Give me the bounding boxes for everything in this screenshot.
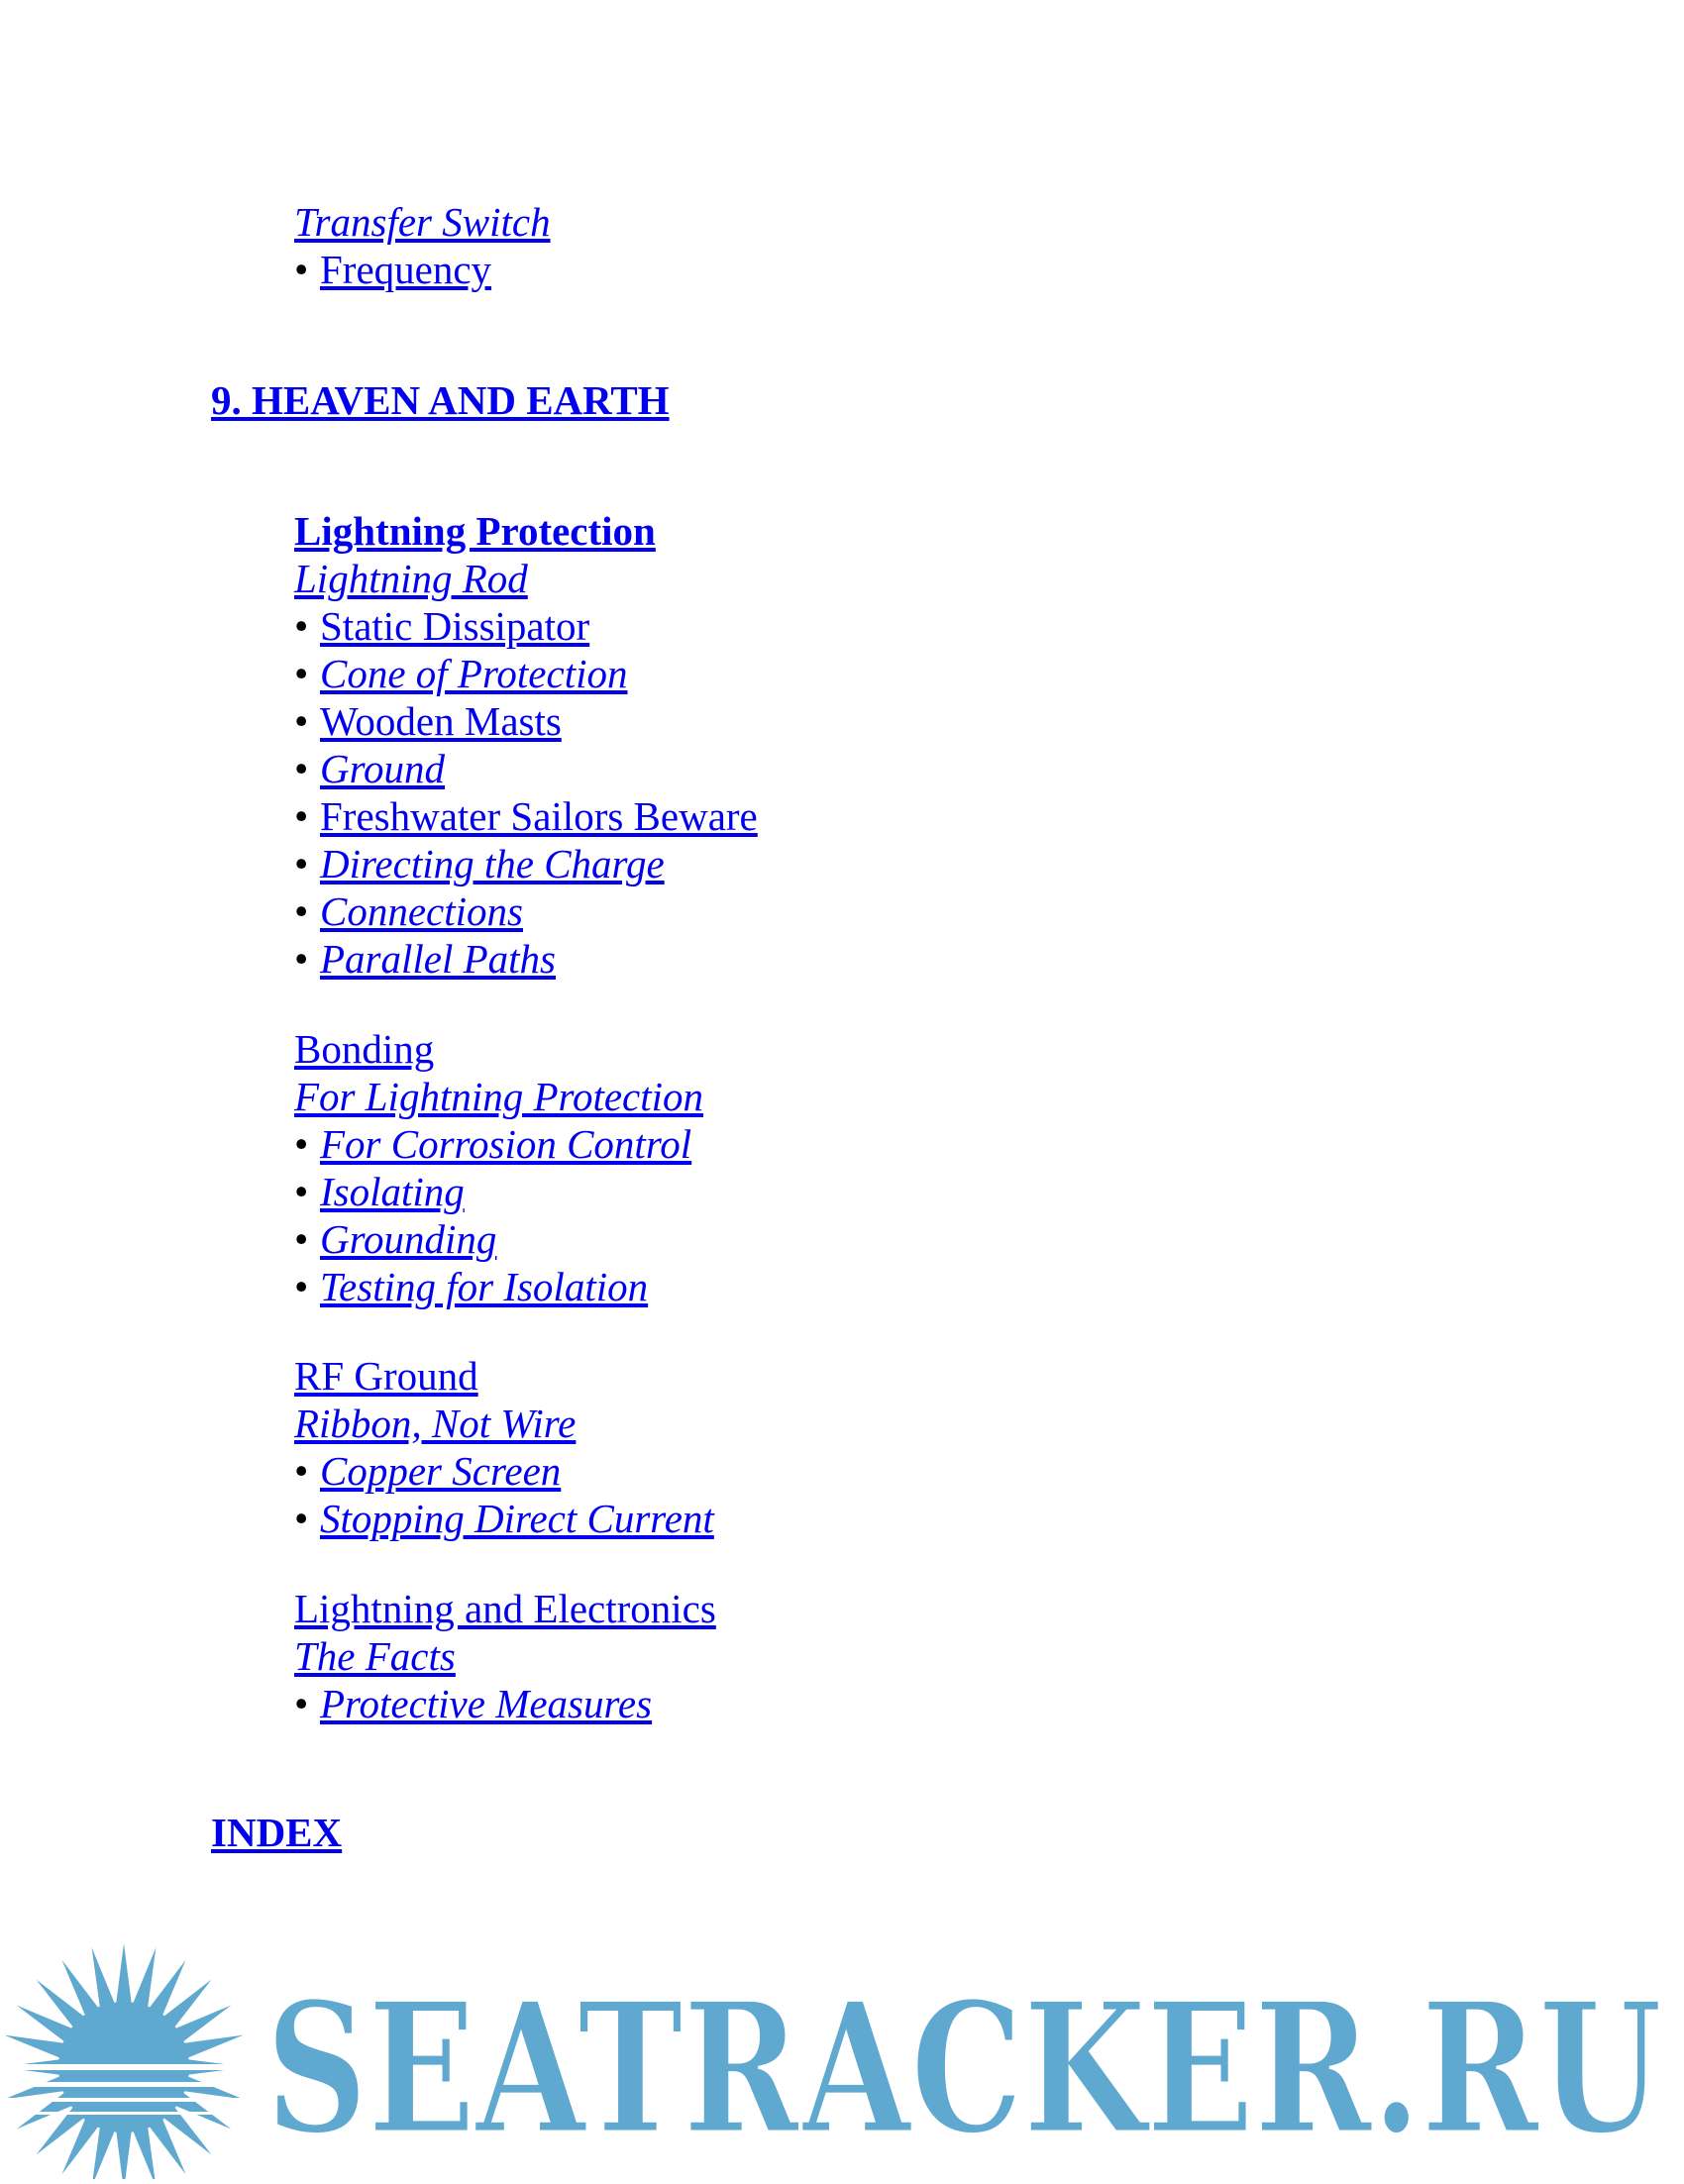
toc-link-frequency[interactable]: Frequency: [320, 247, 492, 292]
toc-entry: [294, 1073, 703, 1120]
toc-link-directing-charge[interactable]: Directing the Charge: [320, 841, 665, 886]
toc-entry: [294, 1632, 456, 1680]
toc-link-copper-screen[interactable]: Copper Screen: [320, 1448, 562, 1494]
toc-entry: [294, 745, 445, 792]
toc-link-connections[interactable]: Connections: [320, 888, 523, 934]
toc-entry: [294, 507, 656, 555]
toc-link-freshwater-sailors[interactable]: Freshwater Sailors Beware: [320, 793, 758, 839]
toc-entry: [294, 602, 589, 650]
toc-entry: [294, 1025, 434, 1073]
watermark-logo: [0, 1933, 1684, 2179]
bullet: •: [294, 793, 309, 839]
toc-link-static-dissipator[interactable]: Static Dissipator: [320, 603, 590, 649]
toc-entry: [294, 1215, 496, 1263]
toc-link-testing-isolation[interactable]: Testing for Isolation: [320, 1264, 649, 1309]
bullet: •: [294, 746, 309, 791]
toc-entry: [294, 1168, 465, 1215]
toc-link-grounding[interactable]: Grounding: [320, 1216, 497, 1262]
toc-chapter: [211, 1809, 342, 1856]
toc-link-lightning-protection[interactable]: Lightning Protection: [294, 508, 656, 554]
toc-entry: [294, 198, 551, 246]
toc-link-for-corrosion-control[interactable]: For Corrosion Control: [320, 1121, 692, 1167]
bullet: •: [294, 1121, 309, 1167]
toc-entry: [294, 840, 665, 887]
toc-link-stopping-dc[interactable]: Stopping Direct Current: [320, 1496, 714, 1541]
bullet: •: [294, 247, 309, 292]
toc-entry: [294, 1352, 478, 1400]
toc-chapter: [211, 376, 670, 424]
toc-entry: [294, 1263, 648, 1310]
toc-link-ribbon-not-wire[interactable]: Ribbon, Not Wire: [294, 1401, 577, 1446]
toc-link-protective-measures[interactable]: Protective Measures: [320, 1681, 653, 1726]
toc-link-isolating[interactable]: Isolating: [320, 1169, 465, 1214]
toc-link-the-facts[interactable]: The Facts: [294, 1633, 456, 1679]
toc-entry: [294, 887, 523, 935]
sun-icon: [0, 1943, 258, 2179]
toc-link-parallel-paths[interactable]: Parallel Paths: [320, 936, 557, 982]
toc-entry: [294, 650, 627, 697]
toc-entry: [294, 1495, 714, 1542]
toc-entry: [294, 555, 528, 602]
toc-link-lightning-rod[interactable]: Lightning Rod: [294, 556, 528, 601]
bullet: •: [294, 1496, 309, 1541]
sun-stripe: [0, 2082, 258, 2087]
toc-entry: [294, 935, 556, 983]
sun-stripe: [0, 2064, 258, 2070]
toc-link-for-lightning-protection[interactable]: For Lightning Protection: [294, 1074, 704, 1119]
toc-link-cone-of-protection[interactable]: Cone of Protection: [320, 651, 628, 696]
bullet: •: [294, 603, 309, 649]
toc-link-chapter-9[interactable]: 9. HEAVEN AND EARTH: [211, 377, 670, 423]
bullet: •: [294, 1681, 309, 1726]
toc-link-transfer-switch[interactable]: Transfer Switch: [294, 199, 551, 245]
watermark-text: SEATRACKER.RU: [265, 1962, 1662, 2174]
toc-link-index[interactable]: INDEX: [211, 1810, 343, 1855]
toc-link-rf-ground[interactable]: RF Ground: [294, 1353, 478, 1399]
toc-link-wooden-masts[interactable]: Wooden Masts: [320, 698, 562, 744]
bullet: •: [294, 1216, 309, 1262]
bullet: •: [294, 936, 309, 982]
toc-entry: [294, 1120, 691, 1168]
toc-link-bonding[interactable]: Bonding: [294, 1026, 435, 1072]
bullet: •: [294, 1169, 309, 1214]
toc-entry: [294, 792, 758, 840]
toc-entry: [294, 1447, 561, 1495]
toc-entry: [294, 697, 562, 745]
toc-link-lightning-electronics[interactable]: Lightning and Electronics: [294, 1586, 716, 1631]
bullet: •: [294, 1264, 309, 1309]
toc-entry: [294, 246, 491, 293]
sun-stripe: [0, 2112, 258, 2115]
bullet: •: [294, 1448, 309, 1494]
watermark-svg: [0, 1933, 1684, 2179]
bullet: •: [294, 651, 309, 696]
bullet: •: [294, 698, 309, 744]
bullet: •: [294, 841, 309, 886]
sun-stripe: [0, 2098, 258, 2102]
toc-entry: [294, 1400, 576, 1447]
toc-entry: [294, 1585, 716, 1632]
bullet: •: [294, 888, 309, 934]
toc-link-ground[interactable]: Ground: [320, 746, 446, 791]
toc-entry: [294, 1680, 652, 1727]
